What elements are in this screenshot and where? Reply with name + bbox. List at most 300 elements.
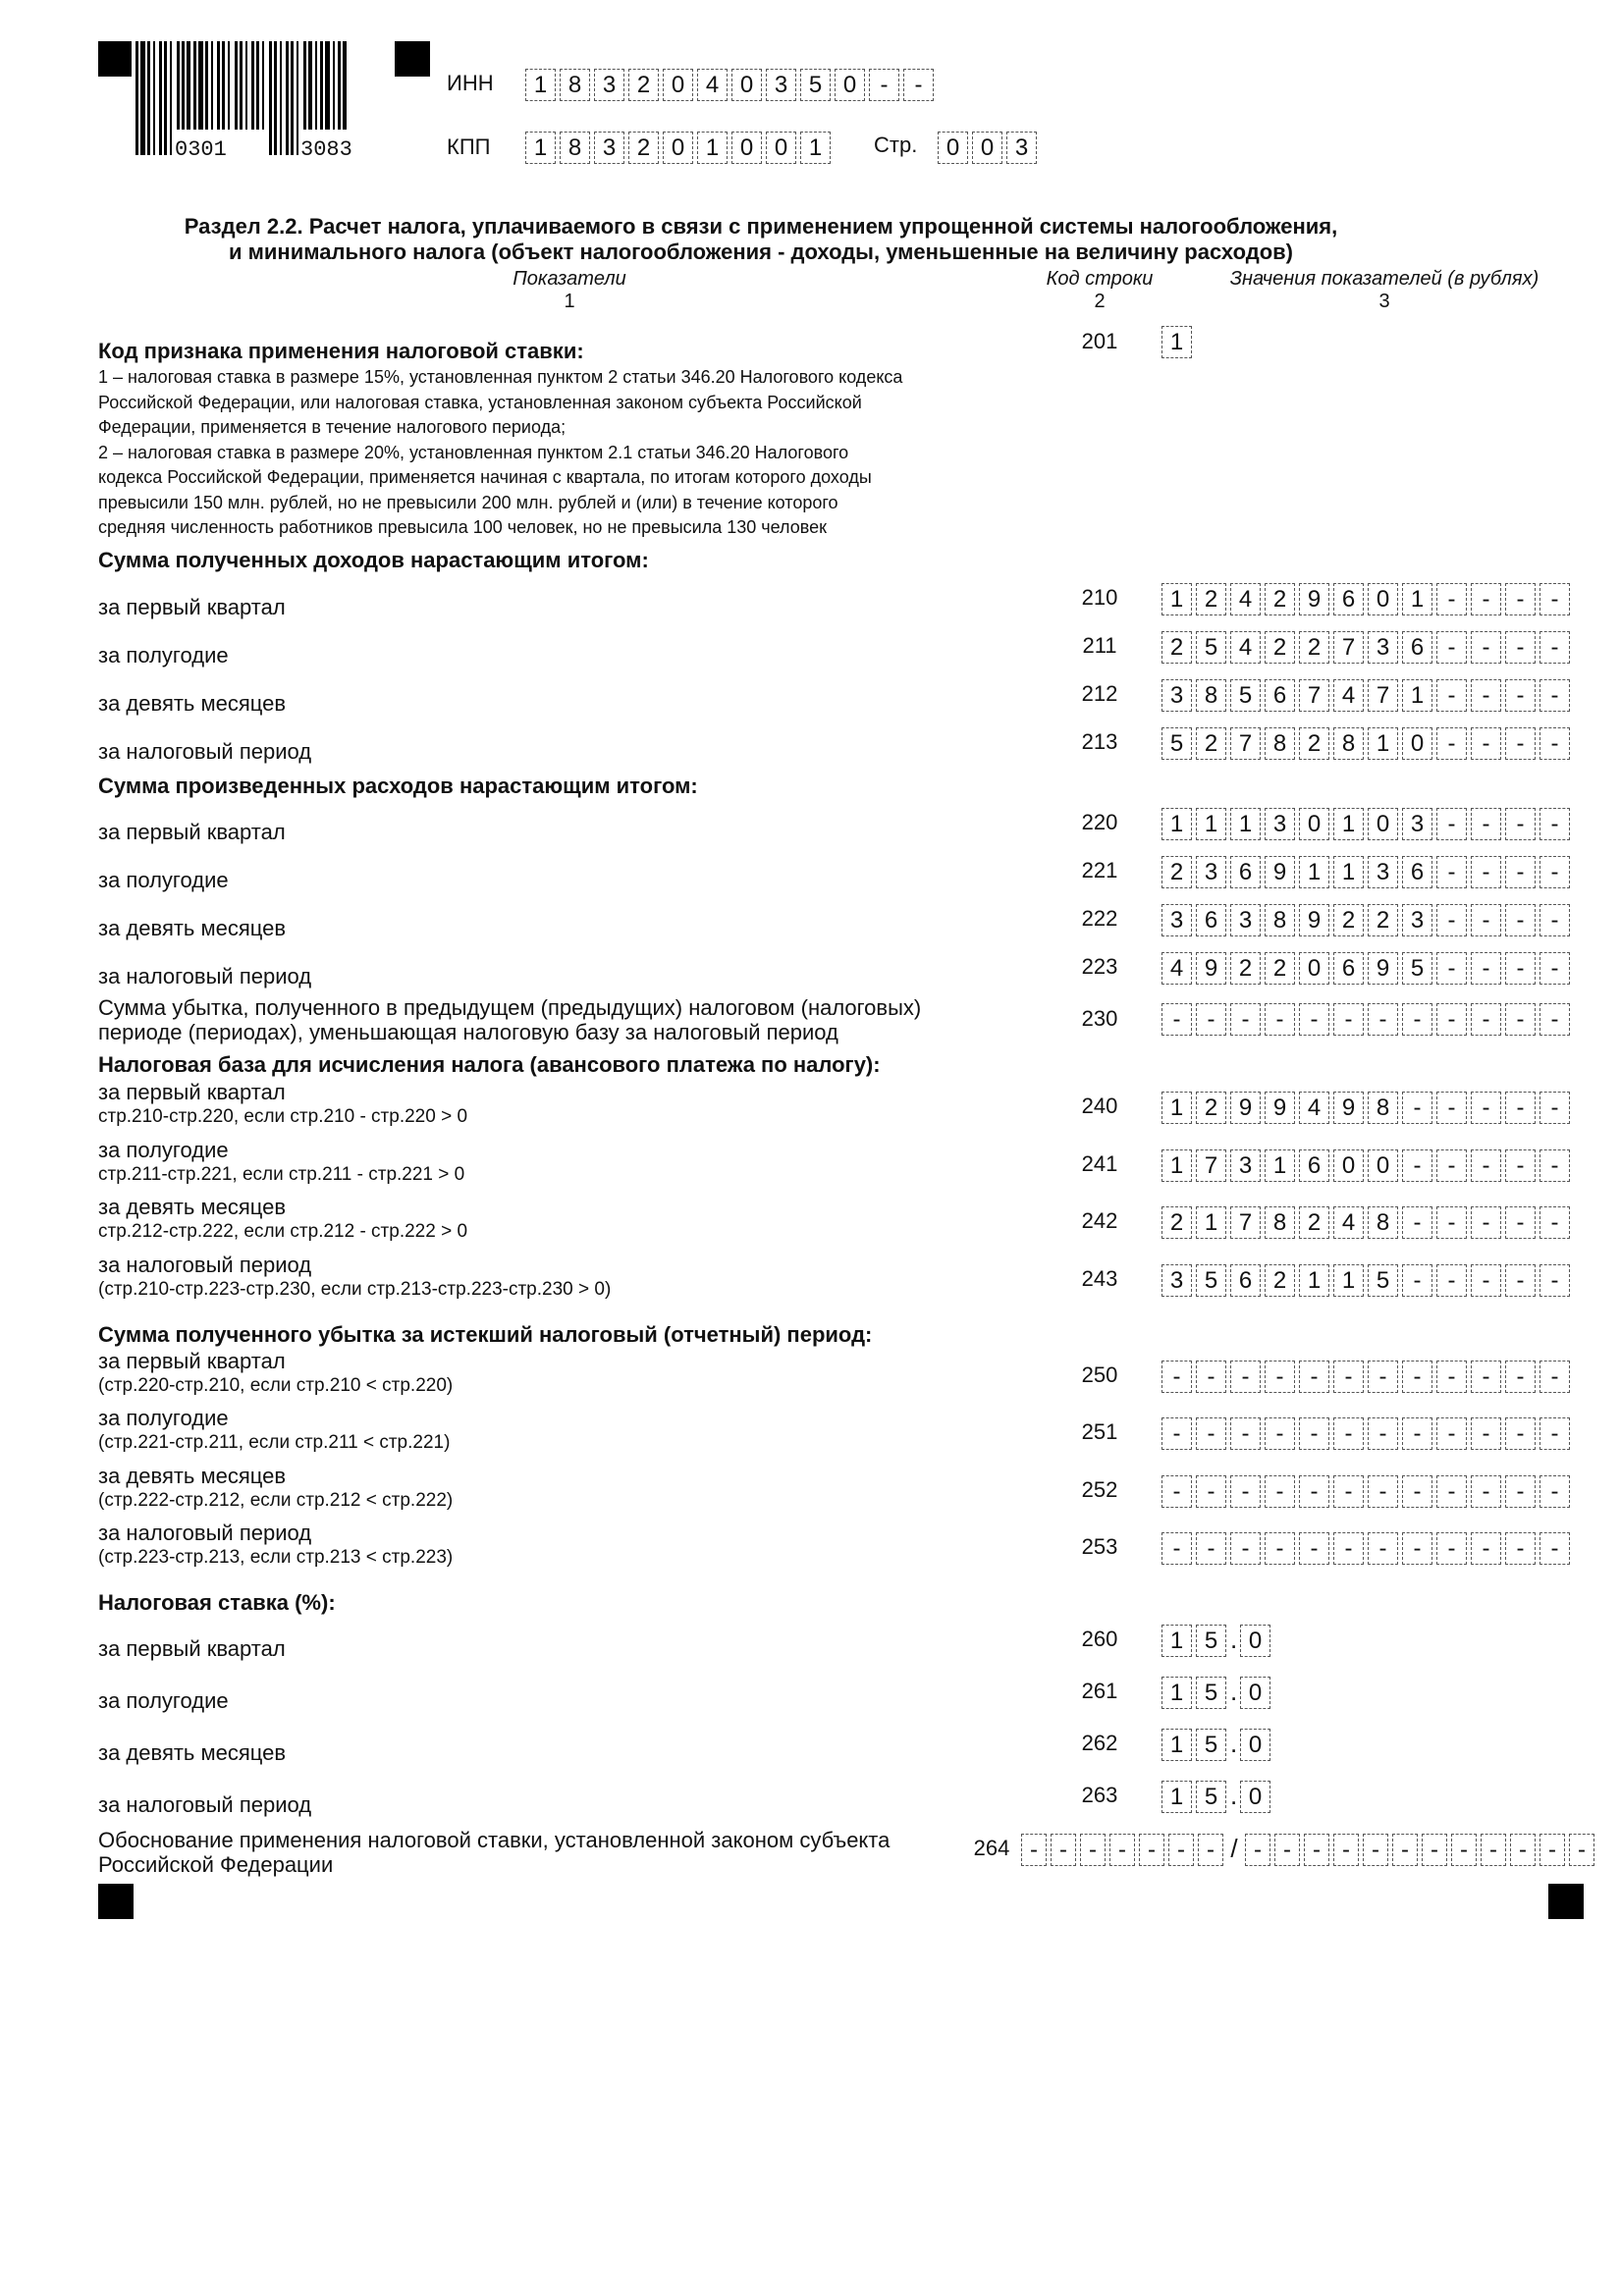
row-262-rate-cells[interactable] (1161, 1729, 1274, 1761)
row-253-cells-cell[interactable]: - (1368, 1532, 1398, 1565)
row-222-cells[interactable] (1161, 904, 1574, 936)
row-242-cells-cell[interactable]: - (1471, 1206, 1501, 1239)
row-243-cells-cell[interactable]: - (1539, 1264, 1570, 1297)
row-212-cells-cell[interactable]: - (1471, 679, 1501, 712)
row-253-cells-cell[interactable]: - (1196, 1532, 1226, 1565)
row-220-cells-cell[interactable]: 1 (1230, 808, 1261, 840)
inn-cell[interactable]: 0 (835, 69, 865, 101)
row-221-cells-cell[interactable]: 6 (1230, 856, 1261, 888)
justification-right-cell[interactable]: - (1539, 1834, 1565, 1866)
row-242-cells-cell[interactable]: 2 (1299, 1206, 1329, 1239)
row-250-cells-cell[interactable]: - (1368, 1361, 1398, 1393)
row-213-cells-cell[interactable]: - (1471, 727, 1501, 760)
row-220-cells-cell[interactable]: - (1436, 808, 1467, 840)
row-220-cells-cell[interactable]: 0 (1368, 808, 1398, 840)
row-243-cells-cell[interactable]: 6 (1230, 1264, 1261, 1297)
justification-right-cell[interactable]: - (1333, 1834, 1359, 1866)
kpp-cells[interactable] (525, 132, 835, 164)
row-243-cells-cell[interactable]: 5 (1368, 1264, 1398, 1297)
row-230-cells-cell[interactable]: - (1161, 1003, 1192, 1036)
row-210-cells-cell[interactable]: - (1436, 583, 1467, 615)
inn-cell[interactable]: 4 (697, 69, 728, 101)
row-223-cells-cell[interactable]: - (1539, 952, 1570, 985)
row-213-cells-cell[interactable]: - (1436, 727, 1467, 760)
rate-int-cell[interactable]: 1 (1161, 1677, 1192, 1709)
row-230-cells-cell[interactable]: - (1196, 1003, 1226, 1036)
row-223-cells-cell[interactable]: - (1471, 952, 1501, 985)
row-252-cells-cell[interactable]: - (1299, 1475, 1329, 1508)
rate-int-cell[interactable]: 5 (1196, 1781, 1226, 1813)
row-221-cells-cell[interactable]: - (1471, 856, 1501, 888)
row-212-cells-cell[interactable]: 6 (1265, 679, 1295, 712)
row-210-cells-cell[interactable]: 2 (1265, 583, 1295, 615)
row-243-cells-cell[interactable]: 1 (1299, 1264, 1329, 1297)
row-221-cells-cell[interactable]: - (1436, 856, 1467, 888)
row-223-cells-cell[interactable]: 4 (1161, 952, 1192, 985)
row-222-cells-cell[interactable]: - (1505, 904, 1536, 936)
row-250-cells-cell[interactable]: - (1196, 1361, 1226, 1393)
row-212-cells-cell[interactable]: 7 (1368, 679, 1398, 712)
row-212-cells-cell[interactable]: - (1505, 679, 1536, 712)
row-222-cells-cell[interactable]: 2 (1333, 904, 1364, 936)
row-210-cells-cell[interactable]: 2 (1196, 583, 1226, 615)
row-242-cells-cell[interactable]: - (1505, 1206, 1536, 1239)
row-223-cells-cell[interactable]: 2 (1230, 952, 1261, 985)
row-253-cells-cell[interactable]: - (1505, 1532, 1536, 1565)
row-240-cells[interactable] (1161, 1092, 1574, 1124)
row-230-cells-cell[interactable]: - (1436, 1003, 1467, 1036)
row-222-cells-cell[interactable]: 3 (1230, 904, 1261, 936)
page-cell[interactable]: 0 (938, 132, 968, 164)
inn-cell[interactable]: 3 (766, 69, 796, 101)
row-213-cells-cell[interactable]: - (1539, 727, 1570, 760)
justification-left-cell[interactable]: - (1139, 1834, 1164, 1866)
justification-left-cell[interactable]: - (1051, 1834, 1076, 1866)
row-230-cells-cell[interactable]: - (1505, 1003, 1536, 1036)
justification-left-cell[interactable]: - (1198, 1834, 1223, 1866)
row-242-cells-cell[interactable]: - (1539, 1206, 1570, 1239)
row-211-cells-cell[interactable]: - (1436, 631, 1467, 664)
row-211-cells-cell[interactable]: - (1505, 631, 1536, 664)
row-210-cells-cell[interactable]: 1 (1402, 583, 1432, 615)
row-250-cells[interactable] (1161, 1361, 1574, 1393)
row-210-cells-cell[interactable]: 0 (1368, 583, 1398, 615)
row-211-cells-cell[interactable]: - (1471, 631, 1501, 664)
row-220-cells-cell[interactable]: - (1539, 808, 1570, 840)
row-250-cells-cell[interactable]: - (1299, 1361, 1329, 1393)
row-250-cells-cell[interactable]: - (1471, 1361, 1501, 1393)
row-241-cells-cell[interactable]: 7 (1196, 1149, 1226, 1182)
kpp-cell[interactable]: 1 (800, 132, 831, 164)
row-223-cells-cell[interactable]: 5 (1402, 952, 1432, 985)
kpp-cell[interactable]: 0 (663, 132, 693, 164)
row-223-cells-cell[interactable]: - (1505, 952, 1536, 985)
row-230-cells-cell[interactable]: - (1299, 1003, 1329, 1036)
row-240-cells-cell[interactable]: 8 (1368, 1092, 1398, 1124)
justification-right-cell[interactable]: - (1569, 1834, 1594, 1866)
row-211-cells-cell[interactable]: - (1539, 631, 1570, 664)
row-252-cells-cell[interactable]: - (1333, 1475, 1364, 1508)
col1-header (373, 268, 766, 313)
row-221-cells-cell[interactable]: 9 (1265, 856, 1295, 888)
row-230-cells-cell[interactable]: - (1368, 1003, 1398, 1036)
justification-left-cell[interactable]: - (1109, 1834, 1135, 1866)
row-240-cells-cell[interactable]: 9 (1230, 1092, 1261, 1124)
row-212-cells-cell[interactable]: 3 (1161, 679, 1192, 712)
justification-right-cell[interactable]: - (1274, 1834, 1300, 1866)
row-222-cells-cell[interactable]: 3 (1402, 904, 1432, 936)
rate-sign-cells[interactable] (1161, 326, 1196, 358)
justification-right-cell[interactable]: - (1481, 1834, 1506, 1866)
row-252-cells-cell[interactable]: - (1436, 1475, 1467, 1508)
rate-int-cell[interactable]: 5 (1196, 1625, 1226, 1657)
row-220-cells-cell[interactable]: 3 (1402, 808, 1432, 840)
row-252-cells-cell[interactable]: - (1505, 1475, 1536, 1508)
row-210-cells-cell[interactable]: 4 (1230, 583, 1261, 615)
row-212-cells-cell[interactable]: - (1539, 679, 1570, 712)
rate-int-cell[interactable]: 5 (1196, 1677, 1226, 1709)
row-251-cells-cell[interactable]: - (1161, 1417, 1192, 1450)
row-241-cells-cell[interactable]: 6 (1299, 1149, 1329, 1182)
inn-cells[interactable] (525, 69, 938, 101)
row-220-cells-cell[interactable]: 1 (1333, 808, 1364, 840)
row-213-cells-cell[interactable]: 7 (1230, 727, 1261, 760)
row-250-cells-cell[interactable]: - (1539, 1361, 1570, 1393)
inn-cell[interactable]: - (903, 69, 934, 101)
row-213-cells-cell[interactable]: 8 (1333, 727, 1364, 760)
row-210-cells[interactable] (1161, 583, 1574, 615)
rate-int-cell[interactable]: 5 (1196, 1729, 1226, 1761)
row-241-cells-cell[interactable]: 0 (1333, 1149, 1364, 1182)
rate-dec-cell[interactable]: 0 (1240, 1677, 1270, 1709)
row-210-cells-cell[interactable]: - (1505, 583, 1536, 615)
row-240-cells-cell[interactable]: - (1471, 1092, 1501, 1124)
row-242-cells-cell[interactable]: 2 (1161, 1206, 1192, 1239)
row-250-cells-cell[interactable]: - (1265, 1361, 1295, 1393)
row-241-cells-cell[interactable]: 1 (1265, 1149, 1295, 1182)
row-241-cells-cell[interactable]: 0 (1368, 1149, 1398, 1182)
row-240-cells-cell[interactable]: 1 (1161, 1092, 1192, 1124)
row-211-cells-cell[interactable]: 2 (1299, 631, 1329, 664)
kpp-cell[interactable]: 0 (731, 132, 762, 164)
row-212-cells-cell[interactable]: 7 (1299, 679, 1329, 712)
justification-right-cell[interactable]: - (1245, 1834, 1270, 1866)
rate-sign-cell[interactable]: 1 (1161, 326, 1192, 358)
row-240-cells-cell[interactable]: - (1402, 1092, 1432, 1124)
row-210-cells-cell[interactable]: 6 (1333, 583, 1364, 615)
row-240-cells-cell[interactable]: - (1505, 1092, 1536, 1124)
row-251-cells-cell[interactable]: - (1196, 1417, 1226, 1450)
rate-int-cell[interactable]: 1 (1161, 1781, 1192, 1813)
row-250-cells-cell[interactable]: - (1230, 1361, 1261, 1393)
row-230-cells-cell[interactable]: - (1230, 1003, 1261, 1036)
row-252-cells-cell[interactable]: - (1402, 1475, 1432, 1508)
row-251-cells-cell[interactable]: - (1402, 1417, 1432, 1450)
justification-right-cell[interactable]: - (1510, 1834, 1536, 1866)
row-210-cells-cell[interactable]: 9 (1299, 583, 1329, 615)
row-243-cells-cell[interactable]: - (1402, 1264, 1432, 1297)
row-212-cells-cell[interactable]: 4 (1333, 679, 1364, 712)
inn-cell[interactable]: 5 (800, 69, 831, 101)
rate-int-cell[interactable]: 1 (1161, 1625, 1192, 1657)
row-243-cells-cell[interactable]: - (1436, 1264, 1467, 1297)
row-260-rate-cells[interactable] (1161, 1625, 1274, 1657)
justification-right-cell[interactable]: - (1451, 1834, 1477, 1866)
barcode-bar (269, 41, 272, 155)
row-253-cells-cell[interactable]: - (1333, 1532, 1364, 1565)
row-252-cells-cell[interactable]: - (1196, 1475, 1226, 1508)
rate-dec-cell[interactable]: 0 (1240, 1625, 1270, 1657)
row-242-cells-cell[interactable]: 8 (1368, 1206, 1398, 1239)
row-261-rate-cells[interactable] (1161, 1677, 1274, 1709)
row-220-cells-cell[interactable]: 0 (1299, 808, 1329, 840)
row-213-cells-cell[interactable]: 2 (1299, 727, 1329, 760)
row-222-cells-cell[interactable]: - (1539, 904, 1570, 936)
kpp-cell[interactable]: 2 (628, 132, 659, 164)
row-221-cells-cell[interactable]: - (1505, 856, 1536, 888)
row-223-cells-cell[interactable]: 2 (1265, 952, 1295, 985)
row-formula: стр.210-стр.220, если стр.210 - стр.220 > 0 (98, 1106, 468, 1127)
row-210-cells-cell[interactable]: - (1539, 583, 1570, 615)
row-242-cells-cell[interactable]: - (1436, 1206, 1467, 1239)
row-253-cells-cell[interactable]: - (1436, 1532, 1467, 1565)
row-211-cells-cell[interactable]: 7 (1333, 631, 1364, 664)
rate-dec-cell[interactable]: 0 (1240, 1781, 1270, 1813)
row-241-cells-cell[interactable]: - (1436, 1149, 1467, 1182)
row-220-cells-cell[interactable]: - (1505, 808, 1536, 840)
row-211-cells-cell[interactable]: 2 (1265, 631, 1295, 664)
row-212-cells[interactable] (1161, 679, 1574, 712)
row-250-cells-cell[interactable]: - (1436, 1361, 1467, 1393)
row-210-cells-cell[interactable]: - (1471, 583, 1501, 615)
row-253-cells-cell[interactable]: - (1230, 1532, 1261, 1565)
row-253-cells-cell[interactable]: - (1299, 1532, 1329, 1565)
inn-cell[interactable]: 1 (525, 69, 556, 101)
row-241-cells[interactable] (1161, 1149, 1574, 1182)
row-243-cells-cell[interactable]: 2 (1265, 1264, 1295, 1297)
row-264-cells[interactable] (1021, 1834, 1598, 1866)
row-241-cells-cell[interactable]: - (1505, 1149, 1536, 1182)
inn-cell[interactable]: 0 (731, 69, 762, 101)
row-222-cells-cell[interactable]: - (1471, 904, 1501, 936)
row-240-cells-cell[interactable]: 4 (1299, 1092, 1329, 1124)
row-252-cells-cell[interactable]: - (1471, 1475, 1501, 1508)
inn-cell[interactable]: 2 (628, 69, 659, 101)
row-211-cells-cell[interactable]: 4 (1230, 631, 1261, 664)
row-251-cells-cell[interactable]: - (1539, 1417, 1570, 1450)
row-230-cells-cell[interactable]: - (1265, 1003, 1295, 1036)
row-253-cells-cell[interactable]: - (1161, 1532, 1192, 1565)
rate-dec-cell[interactable]: 0 (1240, 1729, 1270, 1761)
row-230-cells-cell[interactable]: - (1471, 1003, 1501, 1036)
row-230-cells-cell[interactable]: - (1539, 1003, 1570, 1036)
justification-left-cell[interactable]: - (1168, 1834, 1194, 1866)
row-221-cells[interactable] (1161, 856, 1574, 888)
row-220-cells-cell[interactable]: 3 (1265, 808, 1295, 840)
row-221-cells-cell[interactable]: 2 (1161, 856, 1192, 888)
row-221-cells-cell[interactable]: 3 (1368, 856, 1398, 888)
row-222-cells-cell[interactable]: 3 (1161, 904, 1192, 936)
row-251-cells-cell[interactable]: - (1471, 1417, 1501, 1450)
kpp-cell[interactable]: 8 (560, 132, 590, 164)
inn-cell[interactable]: - (869, 69, 899, 101)
row-251-cells-cell[interactable]: - (1368, 1417, 1398, 1450)
row-230-cells-cell[interactable]: - (1333, 1003, 1364, 1036)
code-201: 201 (1081, 329, 1118, 353)
inn-cell[interactable]: 0 (663, 69, 693, 101)
rate-int-cell[interactable]: 1 (1161, 1729, 1192, 1761)
row-251-cells-cell[interactable]: - (1333, 1417, 1364, 1450)
justification-left-cell[interactable]: - (1021, 1834, 1047, 1866)
rate-sign-desc-line: кодекса Российской Федерации, применяется начиная с квартала, по итогам которого доходы (98, 467, 872, 487)
justification-right-cell[interactable]: - (1422, 1834, 1447, 1866)
kpp-cell[interactable]: 0 (766, 132, 796, 164)
row-220-cells-cell[interactable]: 1 (1196, 808, 1226, 840)
row-211-cells-cell[interactable]: 3 (1368, 631, 1398, 664)
row-label: за первый квартал (98, 820, 286, 844)
row-221-cells-cell[interactable]: 6 (1402, 856, 1432, 888)
row-243-cells[interactable] (1161, 1264, 1574, 1297)
row-213-cells-cell[interactable]: - (1505, 727, 1536, 760)
justification-right-cell[interactable]: - (1392, 1834, 1418, 1866)
row-242-cells-cell[interactable]: 7 (1230, 1206, 1261, 1239)
row-223-cells-cell[interactable]: 6 (1333, 952, 1364, 985)
row-221-cells-cell[interactable]: - (1539, 856, 1570, 888)
row-252-cells-cell[interactable]: - (1539, 1475, 1570, 1508)
row-253-cells-cell[interactable]: - (1471, 1532, 1501, 1565)
row-label: за налоговый период (98, 739, 312, 764)
row-222-cells-cell[interactable]: 2 (1368, 904, 1398, 936)
justification-left-cell[interactable]: - (1080, 1834, 1106, 1866)
row-251-cells-cell[interactable]: - (1505, 1417, 1536, 1450)
row-242-cells[interactable] (1161, 1206, 1574, 1239)
row-251-cells-cell[interactable]: - (1436, 1417, 1467, 1450)
row-230-cells-cell[interactable]: - (1402, 1003, 1432, 1036)
inn-cell[interactable]: 8 (560, 69, 590, 101)
row-251-cells-cell[interactable]: - (1230, 1417, 1261, 1450)
row-211-cells-cell[interactable]: 5 (1196, 631, 1226, 664)
row-250-cells-cell[interactable]: - (1333, 1361, 1364, 1393)
row-253-cells-cell[interactable]: - (1265, 1532, 1295, 1565)
row-220-cells-cell[interactable]: - (1471, 808, 1501, 840)
row-241-cells-cell[interactable]: - (1402, 1149, 1432, 1182)
row-243-cells-cell[interactable]: - (1471, 1264, 1501, 1297)
section-base: Налоговая база для исчисления налога (авансового платежа по налогу): (98, 1052, 881, 1077)
row-242-cells-cell[interactable]: 1 (1196, 1206, 1226, 1239)
row-251-cells-cell[interactable]: - (1265, 1417, 1295, 1450)
row-243-cells-cell[interactable]: - (1505, 1264, 1536, 1297)
row-241-cells-cell[interactable]: - (1539, 1149, 1570, 1182)
row-213-cells[interactable] (1161, 727, 1574, 760)
row-213-cells-cell[interactable]: 2 (1196, 727, 1226, 760)
row-240-cells-cell[interactable]: - (1436, 1092, 1467, 1124)
row-212-cells-cell[interactable]: - (1436, 679, 1467, 712)
row-212-cells-cell[interactable]: 1 (1402, 679, 1432, 712)
barcode (98, 41, 432, 162)
row-220-cells[interactable] (1161, 808, 1574, 840)
page-cell[interactable]: 3 (1006, 132, 1037, 164)
barcode-bar (147, 41, 150, 155)
row-251-cells-cell[interactable]: - (1299, 1417, 1329, 1450)
row-222-cells-cell[interactable]: 6 (1196, 904, 1226, 936)
row-211-cells[interactable] (1161, 631, 1574, 664)
row-251-cells[interactable] (1161, 1417, 1574, 1450)
row-213-cells-cell[interactable]: 8 (1265, 727, 1295, 760)
row-213-cells-cell[interactable]: 0 (1402, 727, 1432, 760)
row-label: за налоговый период (98, 964, 312, 988)
row-241-cells-cell[interactable]: 3 (1230, 1149, 1261, 1182)
row-223-cells-cell[interactable]: 9 (1368, 952, 1398, 985)
row-243-cells-cell[interactable]: 5 (1196, 1264, 1226, 1297)
row-252-cells-cell[interactable]: - (1161, 1475, 1192, 1508)
barcode-bar (140, 41, 145, 155)
row-252-cells[interactable] (1161, 1475, 1574, 1508)
justification-right-cell[interactable]: - (1363, 1834, 1388, 1866)
row-240-cells-cell[interactable]: - (1539, 1092, 1570, 1124)
row-222-cells-cell[interactable]: - (1436, 904, 1467, 936)
row-code-213: 213 (1081, 729, 1118, 754)
row-240-cells-cell[interactable]: 9 (1265, 1092, 1295, 1124)
row-220-cells-cell[interactable]: 1 (1161, 808, 1192, 840)
row-240-cells-cell[interactable]: 2 (1196, 1092, 1226, 1124)
inn-cell[interactable]: 3 (594, 69, 624, 101)
row-212-cells-cell[interactable]: 5 (1230, 679, 1261, 712)
row-210-cells-cell[interactable]: 1 (1161, 583, 1192, 615)
row-222-cells-cell[interactable]: 9 (1299, 904, 1329, 936)
row-223-cells-cell[interactable]: 0 (1299, 952, 1329, 985)
row-211-cells-cell[interactable]: 2 (1161, 631, 1192, 664)
kpp-cell[interactable]: 3 (594, 132, 624, 164)
row-223-cells[interactable] (1161, 952, 1574, 985)
row-221-cells-cell[interactable]: 3 (1196, 856, 1226, 888)
row-243-cells-cell[interactable]: 1 (1333, 1264, 1364, 1297)
row-242-cells-cell[interactable]: 8 (1265, 1206, 1295, 1239)
row-222-cells-cell[interactable]: 8 (1265, 904, 1295, 936)
row-253-cells[interactable] (1161, 1532, 1574, 1565)
row-221-cells-cell[interactable]: 1 (1333, 856, 1364, 888)
row-240-cells-cell[interactable]: 9 (1333, 1092, 1364, 1124)
row-263-rate-cells[interactable] (1161, 1781, 1274, 1813)
row-213-cells-cell[interactable]: 1 (1368, 727, 1398, 760)
row-250-cells-cell[interactable]: - (1161, 1361, 1192, 1393)
page-number-cells[interactable] (938, 132, 1041, 164)
row-212-cells-cell[interactable]: 8 (1196, 679, 1226, 712)
row-223-cells-cell[interactable]: - (1436, 952, 1467, 985)
row-250-cells-cell[interactable]: - (1402, 1361, 1432, 1393)
justification-right-cell[interactable]: - (1304, 1834, 1329, 1866)
page-cell[interactable]: 0 (972, 132, 1002, 164)
row-230-cells[interactable] (1161, 1003, 1574, 1036)
row-243-cells-cell[interactable]: 3 (1161, 1264, 1192, 1297)
row-253-cells-cell[interactable]: - (1539, 1532, 1570, 1565)
row-252-cells-cell[interactable]: - (1368, 1475, 1398, 1508)
row-211-cells-cell[interactable]: 6 (1402, 631, 1432, 664)
row-242-cells-cell[interactable]: 4 (1333, 1206, 1364, 1239)
row-223-cells-cell[interactable]: 9 (1196, 952, 1226, 985)
row-242-cells-cell[interactable]: - (1402, 1206, 1432, 1239)
row-252-cells-cell[interactable]: - (1230, 1475, 1261, 1508)
kpp-cell[interactable]: 1 (697, 132, 728, 164)
row-221-cells-cell[interactable]: 1 (1299, 856, 1329, 888)
row-250-cells-cell[interactable]: - (1505, 1361, 1536, 1393)
row-213-cells-cell[interactable]: 5 (1161, 727, 1192, 760)
row-code-262: 262 (1081, 1731, 1118, 1755)
kpp-cell[interactable]: 1 (525, 132, 556, 164)
row-241-cells-cell[interactable]: - (1471, 1149, 1501, 1182)
row-241-cells-cell[interactable]: 1 (1161, 1149, 1192, 1182)
row-252-cells-cell[interactable]: - (1265, 1475, 1295, 1508)
row-253-cells-cell[interactable]: - (1402, 1532, 1432, 1565)
